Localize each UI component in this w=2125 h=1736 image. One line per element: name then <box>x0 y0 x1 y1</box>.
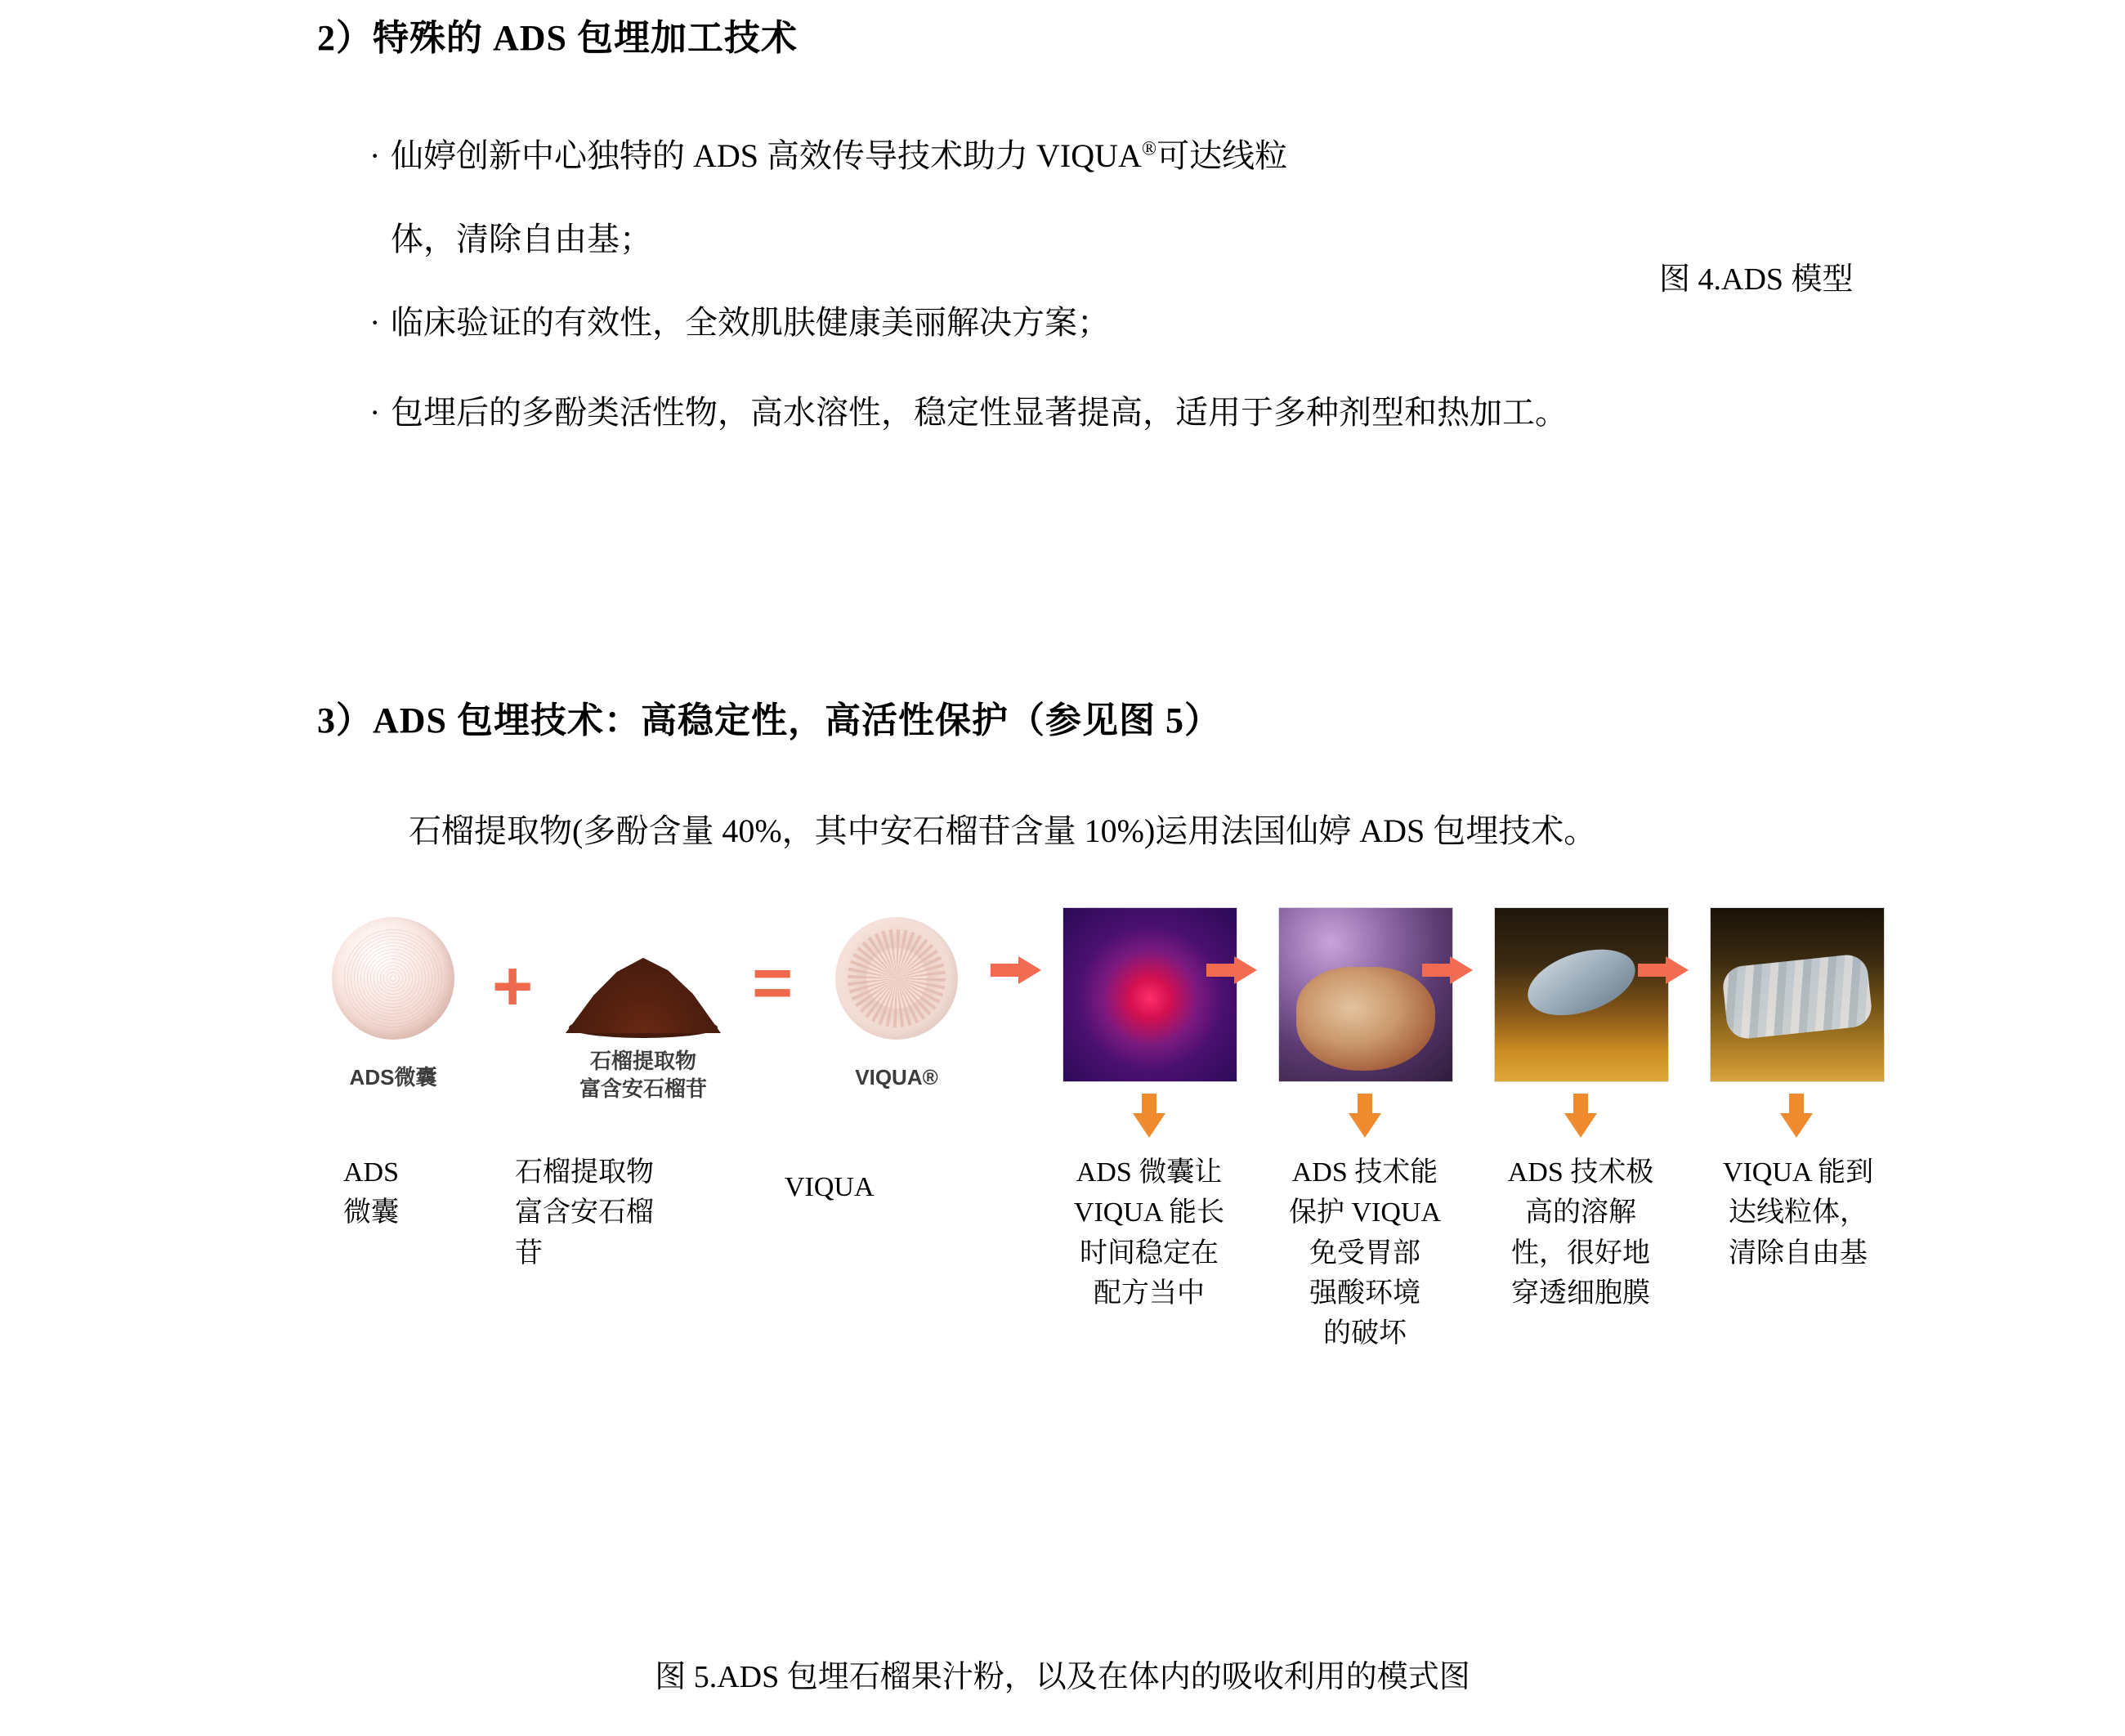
list-item <box>369 387 1841 438</box>
caption-pomegranate-extract: 石榴提取物 富含安石榴 苷 <box>515 1157 654 1268</box>
pomegranate-extract-label-line1: 石榴提取物 <box>589 1049 696 1073</box>
viqua-label: VIQUA® <box>855 1065 938 1089</box>
registered-mark: ® <box>1141 138 1157 160</box>
arrow-down-icon <box>1780 1094 1813 1138</box>
section-heading-3: 3）ADS 包埋技术：高稳定性，高活性保护（参见图 5） <box>317 700 1222 740</box>
figure-5-caption: 图 5.ADS 包埋石榴果汁粉，以及在体内的吸收利用的模式图 <box>655 1660 1470 1694</box>
pomegranate-powder-icon <box>566 935 721 1033</box>
bullet-dot: · <box>369 137 381 174</box>
list-item-text: 包埋后的多酚类活性物，高水溶性，稳定性显著提高，适用于多种剂型和热加工。 <box>391 394 1568 431</box>
arrow-right-icon <box>991 956 1041 984</box>
caption-step-3: ADS 技术极 高的溶解 性，很好地 穿透细胞膜 <box>1507 1157 1654 1309</box>
list-item-text-tail: 可达线粒 <box>1156 137 1288 174</box>
caption-step-4: VIQUA 能到 达线粒体， 清除自由基 <box>1722 1157 1874 1268</box>
pomegranate-extract-label-line2: 富含安石榴苷 <box>579 1076 707 1101</box>
equals-icon: = <box>752 944 794 1022</box>
diagram-visual-row <box>311 907 1874 1349</box>
arrow-down-icon <box>1349 1094 1381 1138</box>
paragraph-extract-description: 石榴提取物(多酚含量 40%，其中安石榴苷含量 10%)运用法国仙婷 ADS 包埋技术。 <box>409 812 1597 849</box>
list-item-text-line2: 体，清除自由基； <box>391 221 652 257</box>
arrow-right-icon <box>1206 956 1257 984</box>
caption-ads-microcapsule: ADS 微囊 <box>343 1157 400 1228</box>
list-item-text: 临床验证的有效性，全效肌肤健康美丽解决方案； <box>391 304 1110 341</box>
arrow-right-icon <box>1638 956 1689 984</box>
bullet-list <box>369 131 1841 477</box>
ads-microcapsule-label: ADS微囊 <box>349 1065 437 1089</box>
digestive-system-photo <box>1278 907 1453 1082</box>
mitochondria-photo <box>1710 907 1885 1082</box>
plus-icon: + <box>492 947 534 1026</box>
caption-step-2: ADS 技术能 保护 VIQUA 免受胃部 强酸环境 的破坏 <box>1288 1157 1442 1349</box>
list-item <box>369 298 1841 348</box>
caption-viqua: VIQUA <box>785 1172 875 1202</box>
figure-4-caption: 图 4.ADS 模型 <box>1659 262 1854 297</box>
mitochondria-pink-photo <box>1062 907 1237 1082</box>
pomegranate-extract-label <box>546 1048 740 1103</box>
viqua-capsule-icon <box>835 917 958 1040</box>
arrow-down-icon <box>1133 1094 1165 1138</box>
ads-microcapsule-icon <box>332 917 454 1040</box>
section-heading-2: 2）特殊的 ADS 包埋加工技术 <box>317 18 799 58</box>
bullet-dot: · <box>369 394 381 431</box>
list-item <box>369 131 1841 265</box>
arrow-down-icon <box>1564 1094 1597 1138</box>
bullet-dot: · <box>369 304 381 341</box>
cell-membrane-photo <box>1494 907 1669 1082</box>
caption-step-1: ADS 微囊让 VIQUA 能长 时间稳定在 配方当中 <box>1073 1157 1225 1309</box>
list-item-text: 仙婷创新中心独特的 ADS 高效传导技术助力 VIQUA <box>391 137 1142 174</box>
ads-process-diagram <box>311 907 1874 1545</box>
arrow-right-icon <box>1422 956 1473 984</box>
